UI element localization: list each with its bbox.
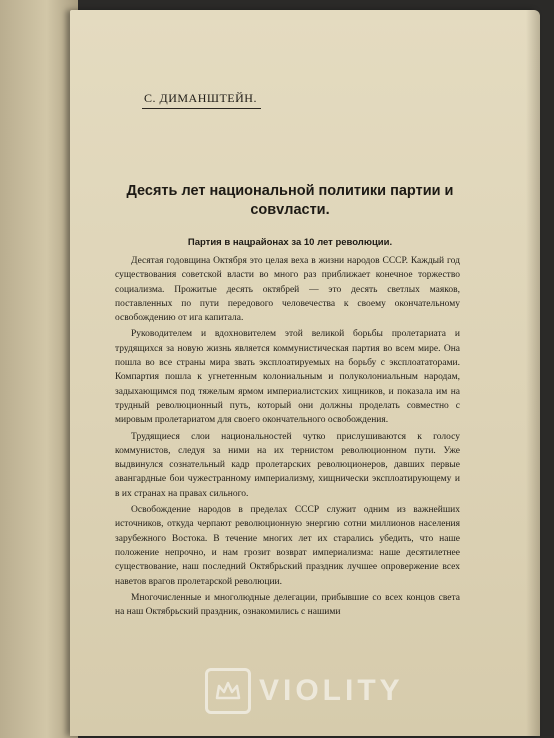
- left-page-edge: [0, 0, 78, 738]
- watermark: [205, 668, 404, 714]
- paragraph: Десятая годовщина Октября это целая веха в жизни народов СССР. Каждый год существования советской власти во много раз приближает конечное торжество социализма. Прожитые десять октябрей — это десять светлых маяков, поставленных по пути передового человечества к своему окончательному освобождению от ига капитала.: [115, 256, 460, 324]
- author-name: С. ДИМАНШТЕЙН.: [142, 91, 261, 109]
- paragraph: Освобождение народов в пределах СССР служит одним из важнейших источников, откуда черпают революционную энергию сотни миллионов населения зарубежного Востока. В течение многих лет их старались убедить, что наше положение непрочно, и нам грозит возврат империализма: наше десятилетнее существование, наш последний Октябрьский праздник лучшее опровержение всех наветов врагов пролетарской революции.: [115, 505, 460, 587]
- paragraph: Трудящиеся слои национальностей чутко прислушиваются к голосу коммунистов, следуя за ними на их тернистом революционном пути. Уже выдвинулся сознательный кадр пролетарских революционеров, давших первые авангардные бои чужестранному империализму, хищнически эксплоатирующему и в их странах на правах сильного.: [115, 431, 460, 499]
- watermark-text: VIOLITY: [259, 674, 404, 707]
- violity-crown-icon: [205, 668, 251, 714]
- page-edge-shadow: [526, 10, 540, 736]
- article-title: Десять лет национальной политики партии и совvласти.: [126, 183, 454, 218]
- paragraph: Руководителем и вдохновителем этой великой борьбы пролетариата и трудящихся за новую жизнь является коммунистическая партия во всем мире. Она пошла во все страны мира звать эксплоатируемых на борьбу с эксплоататорами. Компартия пошла к угнетенным колониальным и полуколониальным народам, задыхающимся под тяжелым ярмом империалистских хищников, и показала им на трудный революционный путь, который они должны проделать совместно с мировым пролетариатом для своего окончательного освобождения.: [115, 329, 460, 426]
- article-body: [115, 254, 460, 619]
- document-page: [70, 10, 540, 736]
- paragraph: Многочисленные и многолюдные делегации, прибывшие со всех концов света на наш Октябрьский праздник, ознакомились с нашими: [115, 592, 460, 618]
- article-subtitle: Партия в нацрайонах за 10 лет революции.: [187, 237, 393, 248]
